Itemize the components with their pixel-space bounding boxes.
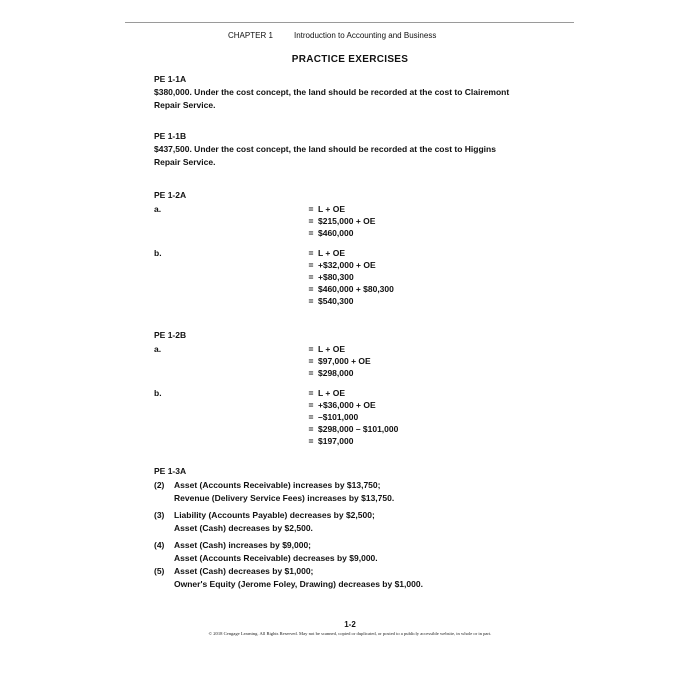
item-line2: Asset (Cash) decreases by $2,500. — [174, 522, 313, 533]
pe-1-1b-line2: Repair Service. — [154, 156, 216, 167]
page-title: PRACTICE EXERCISES — [291, 54, 409, 65]
item-line2: Owner's Equity (Jerome Foley, Drawing) decreases by $1,000. — [174, 578, 423, 589]
pe-1-1b-label: PE 1-1B — [154, 131, 187, 141]
chapter-label: CHAPTER 1 — [228, 31, 273, 40]
pe-1-1a-line2: Repair Service. — [154, 99, 216, 110]
pe-1-2b-part-a: a. — [154, 344, 162, 354]
pe-1-2b-label: PE 1-2B — [154, 330, 187, 340]
pe-1-1a-text — [154, 86, 509, 111]
pe-1-1a-line1: $380,000. Under the cost concept, the land should be recorded at the cost to Clairemont — [154, 87, 510, 97]
header-rule — [125, 22, 574, 23]
pe-1-1a-label: PE 1-1A — [154, 74, 187, 84]
pe-1-1b-line1: $437,500. Under the cost concept, the land should be recorded at the cost to Higgins — [154, 144, 496, 154]
item-line2: Asset (Accounts Receivable) decreases by $9,000. — [174, 552, 378, 563]
item-line2: Revenue (Delivery Service Fees) increases by $13,750. — [174, 492, 395, 503]
pe-1-2a-part-b: b. — [154, 248, 162, 258]
pe-1-2a-label: PE 1-2A — [154, 190, 187, 200]
item-line1: Liability (Accounts Payable) decreases by $2,500; — [174, 510, 375, 520]
page-number: 1-2 — [344, 620, 356, 629]
pe-1-2a-part-a: a. — [154, 204, 162, 214]
item-line1: Asset (Cash) decreases by $1,000; — [174, 566, 314, 576]
copyright-footer: © 2018 Cengage Learning. All Rights Reserved. May not be scanned, copied or duplicated, or posted to a publicly accessible website, in whole or in part. — [208, 631, 492, 636]
pe-1-3a-label: PE 1-3A — [154, 466, 187, 476]
pe-1-1b-text — [154, 143, 496, 168]
chapter-title: Introduction to Accounting and Business — [294, 31, 437, 40]
item-line1: Asset (Cash) increases by $9,000; — [174, 540, 312, 550]
pe-1-2b-part-b: b. — [154, 388, 162, 398]
item-line1: Asset (Accounts Receivable) increases by $13,750; — [174, 480, 381, 490]
